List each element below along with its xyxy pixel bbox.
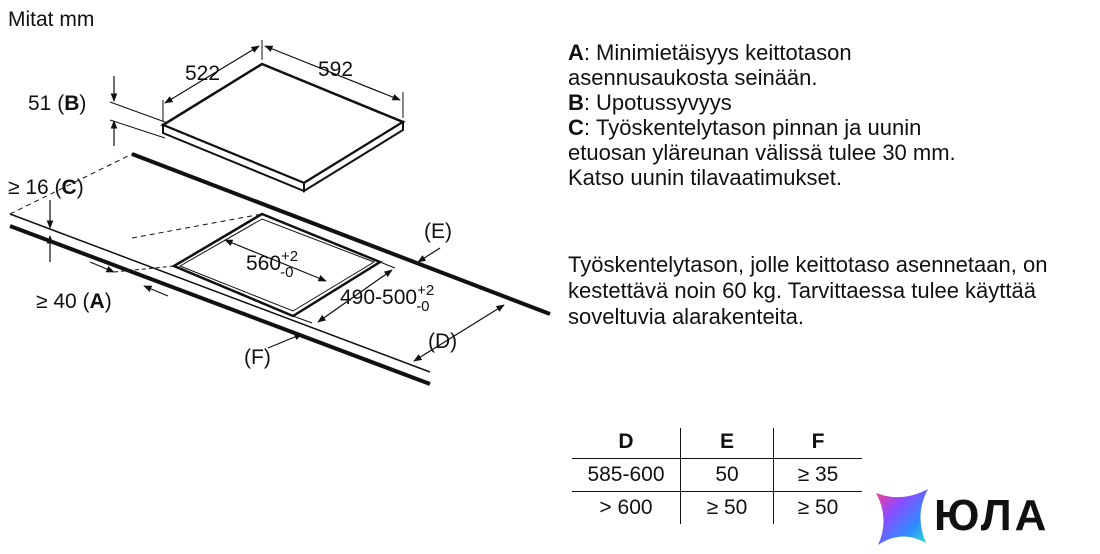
table-cell: ≥ 35 <box>774 459 863 492</box>
installation-diagram <box>0 0 560 420</box>
hob-width-label: 522 <box>185 62 221 85</box>
note-a-line2: asennusaukosta seinään. <box>568 65 818 90</box>
table-cell: > 600 <box>572 492 681 525</box>
note-c-line2: etuosan yläreunan välissä tulee 30 mm. <box>568 140 956 165</box>
table-cell: ≥ 50 <box>681 492 774 525</box>
hob-depth-label: 592 <box>318 58 354 81</box>
note-a: A : Minimietäisyys keittotason <box>568 40 852 65</box>
note-c-line1: Työskentelytason pinnan ja uunin <box>596 115 922 140</box>
note-a-key: A <box>568 40 584 65</box>
e-dimension <box>418 248 440 262</box>
note-c: C : Työskentelytason pinnan ja uunin <box>568 115 922 140</box>
note-c-line3: Katso uunin tilavaatimukset. <box>568 165 842 190</box>
table-row <box>572 459 862 492</box>
a-distance-label: ≥ 40 (A) <box>36 290 112 313</box>
units-label: Mitat mm <box>8 8 95 31</box>
logo-text: ЮЛА <box>934 491 1050 540</box>
cutout-depth-label: $490-500^{+2}$ -0 <box>340 282 435 315</box>
note-b: B : Upotussyvyys <box>568 90 732 115</box>
table-cell: ≥ 50 <box>774 492 863 525</box>
f-dimension <box>268 334 302 348</box>
e-label: (E) <box>424 220 452 243</box>
table-header-d: D <box>618 430 634 453</box>
d-label: (D) <box>428 330 458 353</box>
clearance-table <box>572 428 862 524</box>
brand-logo <box>872 485 1098 549</box>
table-header-e: E <box>681 428 774 459</box>
note-b-key: B <box>568 90 584 115</box>
c-depth-label: ≥ 16 (C) <box>8 176 84 199</box>
table-cell: 50 <box>681 459 774 492</box>
table-header-row <box>572 428 862 459</box>
weight-note: Työskentelytason, jolle keittotaso asennetaan, on kestettävä noin 60 kg. Tarvittaessa tulee käyttää soveltuvia alarakenteita. <box>568 252 1048 329</box>
note-b-line1: Upotussyvyys <box>596 90 732 115</box>
b-dimension <box>110 76 165 146</box>
cutout-width-label: $560^{+2}$ -0 <box>246 248 299 281</box>
table-row <box>572 492 862 525</box>
f-label: (F) <box>244 346 271 369</box>
table-header-f: F <box>774 428 863 459</box>
note-c-key: C <box>568 115 584 140</box>
note-a-line1: Minimietäisyys keittotason <box>596 40 852 65</box>
star-logo-icon <box>872 485 932 549</box>
b-height-label: 51 (B) <box>28 92 87 115</box>
table-cell: 585-600 <box>572 459 681 492</box>
legend-notes <box>568 40 1088 190</box>
